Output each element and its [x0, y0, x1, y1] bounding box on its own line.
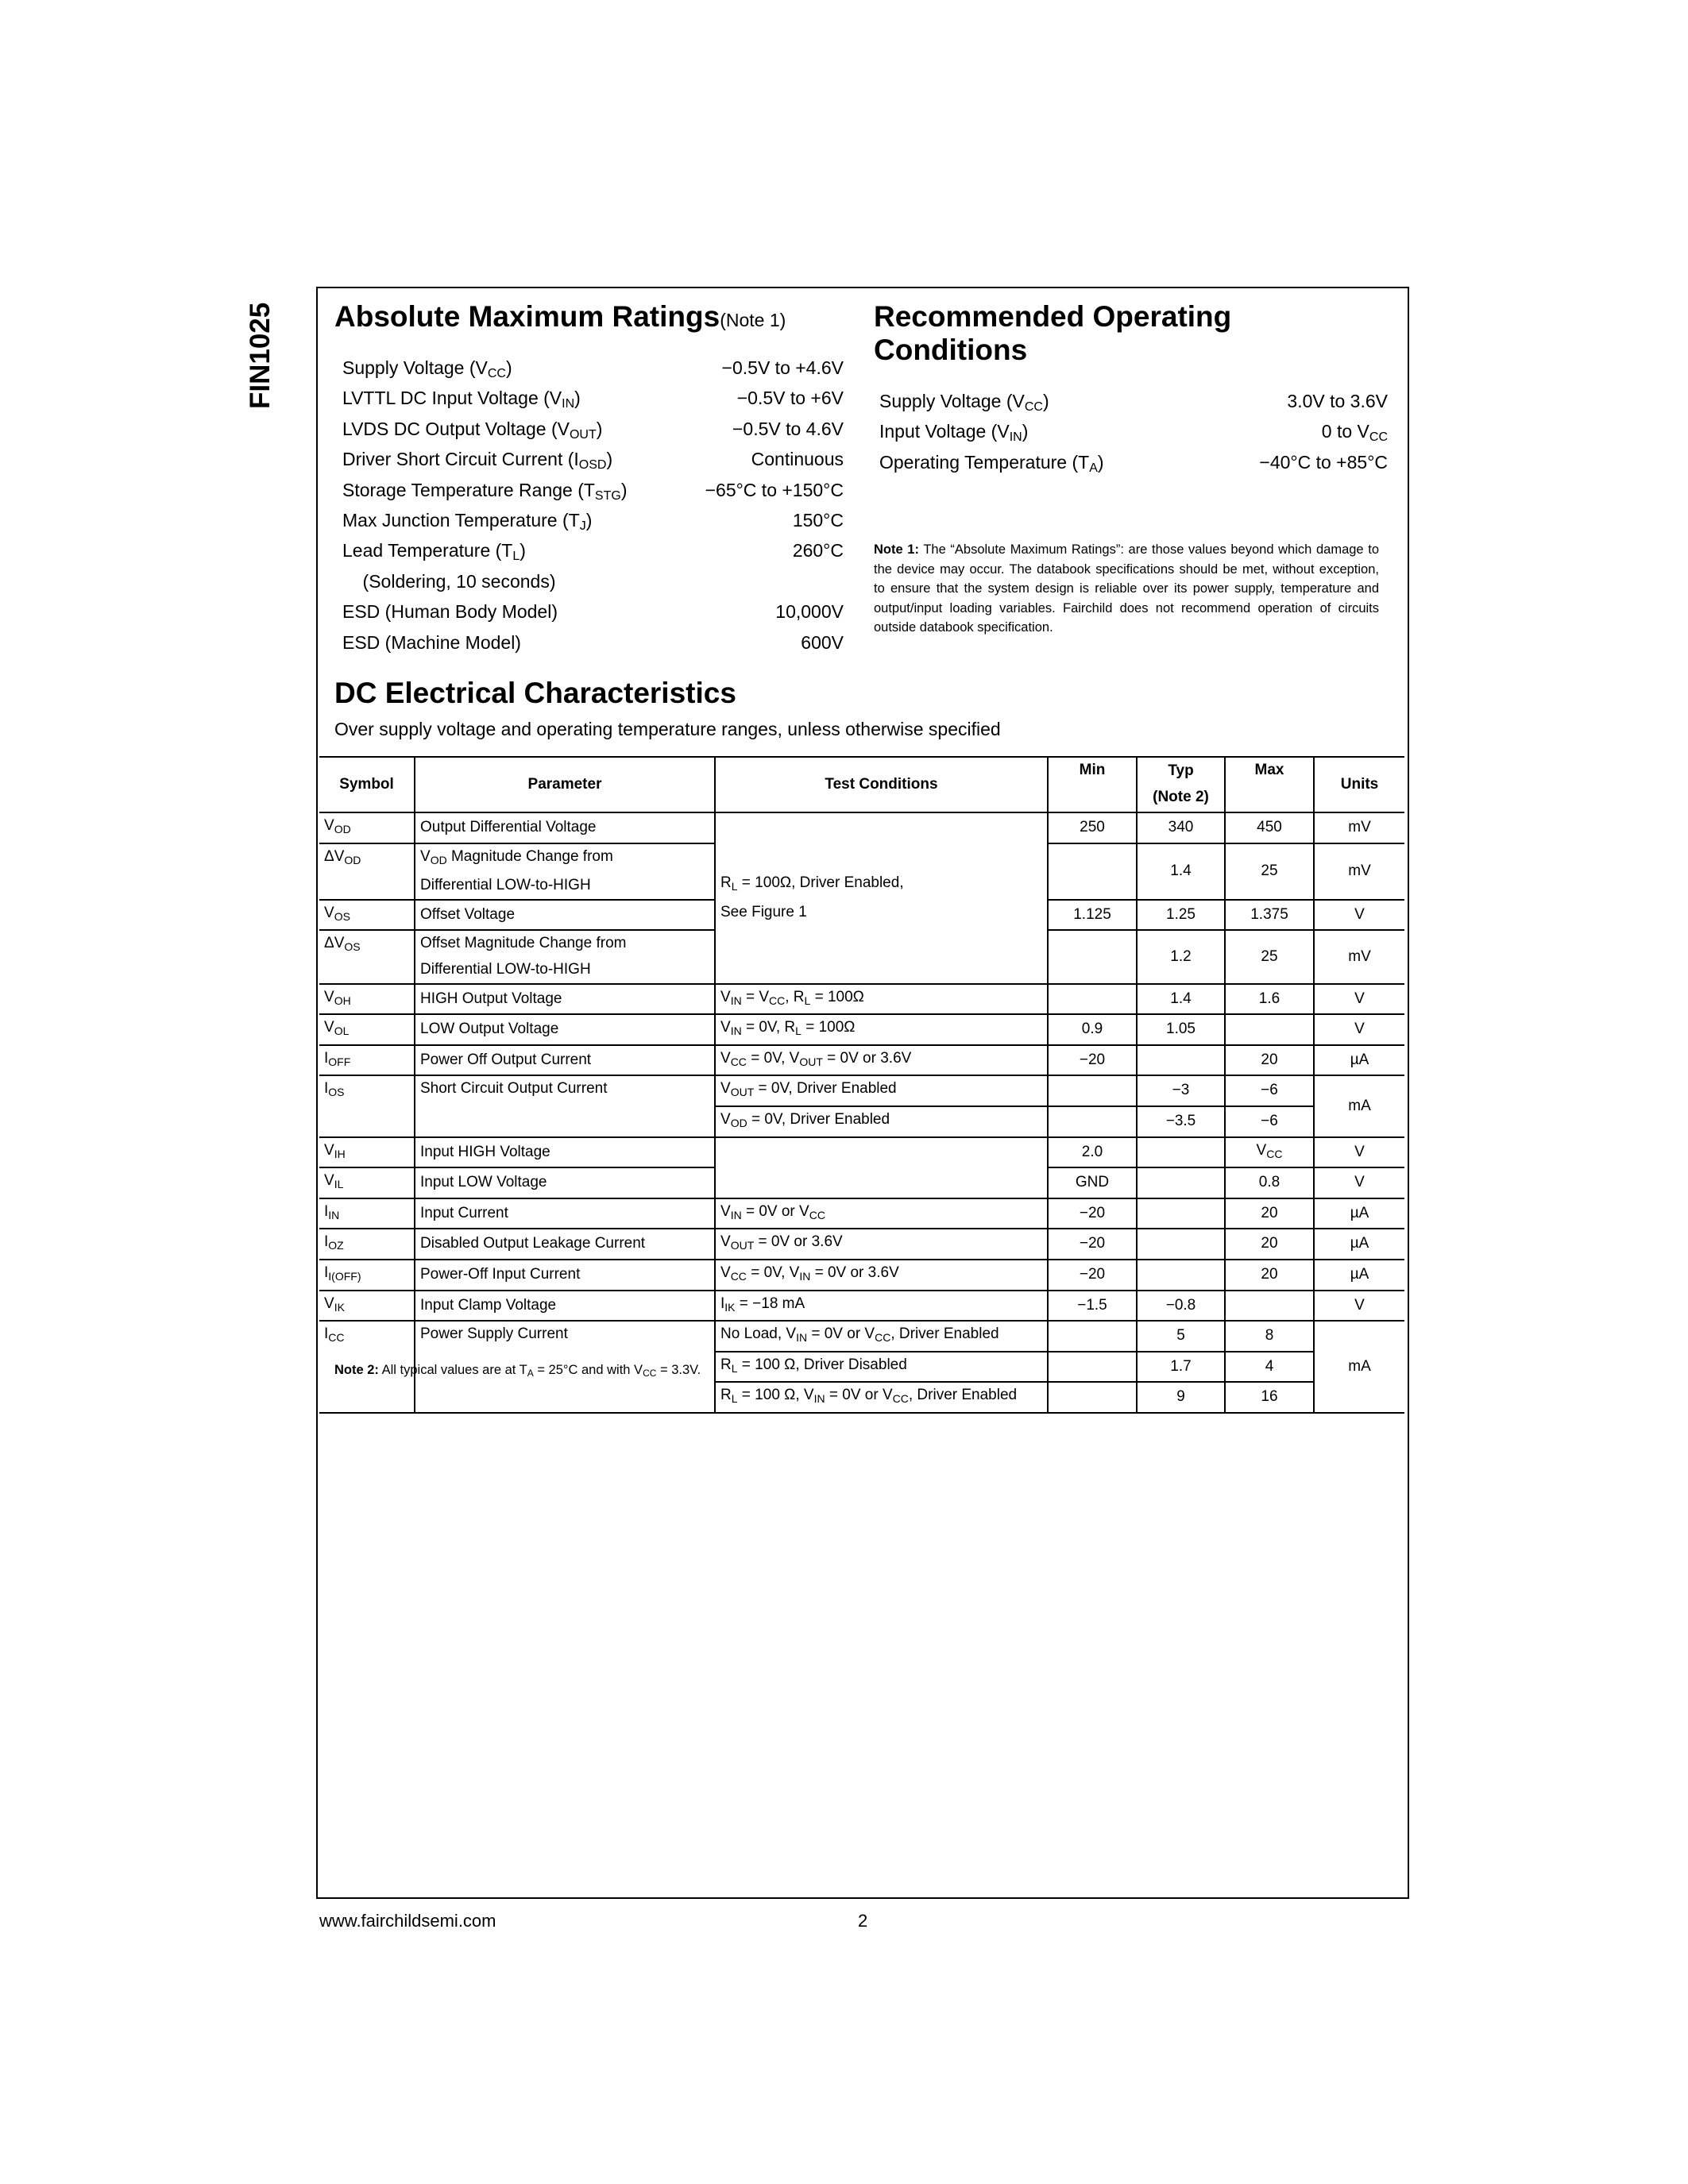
table-row [319, 984, 1404, 1015]
parameter-cell: Offset Magnitude Change from [415, 930, 715, 957]
amr-label: Lead Temperature $(T_L)$ [342, 540, 526, 564]
roc-row [879, 386, 1388, 416]
typ-cell: 1.05 [1137, 1014, 1225, 1045]
amr-label: Storage Temperature Range $(T_{STG})$ [342, 479, 628, 503]
max-cell: 1.375 [1225, 900, 1314, 931]
roc-value: 3.0V to 3.6V [1287, 391, 1388, 411]
min-cell: 0.9 [1048, 1014, 1137, 1045]
parameter-cell: HIGH Output Voltage [415, 984, 715, 1015]
max-cell: 20 [1225, 1198, 1314, 1229]
amr-value: Continuous [751, 449, 844, 470]
header-parameter: Parameter [415, 757, 715, 812]
roc-label: Supply Voltage $(V_{CC})$ [879, 391, 1049, 414]
test-cell-shared: $R_L = 100\Omega$, Driver Enabled, See Figure 1 [715, 812, 1048, 984]
units-cell: V [1314, 1167, 1404, 1198]
amr-row [342, 414, 844, 444]
parameter-cell: Input HIGH Voltage [415, 1137, 715, 1168]
amr-label: Max Junction Temperature $(T_J)$ [342, 509, 593, 533]
test-cell: $V_{IN} = 0V$, $R_L = 100\Omega$ [715, 1014, 1048, 1045]
roc-label: Input Voltage $(V_{IN})$ [879, 421, 1029, 445]
amr-row [342, 383, 844, 413]
max-cell: 4 [1225, 1352, 1314, 1383]
header-test: Test Conditions [715, 757, 1048, 812]
parameter-cell-line2: Differential LOW-to-HIGH [415, 873, 715, 900]
units-cell: mV [1314, 930, 1404, 983]
symbol-cell: $V_{OD}$ [319, 812, 415, 843]
units-cell: mA [1314, 1075, 1404, 1136]
parameter-cell: Power Supply Current [415, 1321, 715, 1413]
amr-heading: Absolute Maximum Ratings(Note 1) [334, 300, 786, 333]
min-cell: 250 [1048, 812, 1137, 843]
typ-cell: 340 [1137, 812, 1225, 843]
typ-cell [1137, 1167, 1225, 1198]
roc-value: −40°C to +85°C [1259, 451, 1388, 473]
typ-cell [1137, 1137, 1225, 1168]
min-cell [1048, 1321, 1137, 1352]
amr-value: 150°C [792, 509, 844, 531]
min-cell: −1.5 [1048, 1291, 1137, 1322]
page-number: 2 [858, 1911, 868, 1931]
dc-subtitle: Over supply voltage and operating temperature ranges, unless otherwise specified [334, 719, 1001, 739]
header-units: Units [1314, 757, 1404, 812]
parameter-cell: Input LOW Voltage [415, 1167, 715, 1198]
units-cell: µA [1314, 1260, 1404, 1291]
min-cell: 2.0 [1048, 1137, 1137, 1168]
amr-row [342, 444, 844, 474]
table-row [319, 1014, 1404, 1045]
parameter-cell: Power-Off Input Current [415, 1260, 715, 1291]
amr-label: LVDS DC Output Voltage $(V_{OUT})$ [342, 418, 603, 442]
symbol-cell: $V_{OH}$ [319, 984, 415, 1015]
max-cell: 0.8 [1225, 1167, 1314, 1198]
units-cell: µA [1314, 1229, 1404, 1260]
amr-list [342, 353, 844, 658]
max-cell: 450 [1225, 812, 1314, 843]
min-cell [1048, 930, 1137, 983]
amr-value: −0.5V to 4.6V [732, 418, 844, 439]
min-cell: −20 [1048, 1045, 1137, 1076]
symbol-cell: $I_{I(OFF)}$ [319, 1260, 415, 1291]
symbol-cell: $\Delta V_{OD}$ [319, 843, 415, 900]
max-cell: −6 [1225, 1075, 1314, 1106]
units-cell: V [1314, 984, 1404, 1015]
amr-label: Driver Short Circuit Current $(I_{OSD})$ [342, 449, 613, 473]
typ-cell: 9 [1137, 1382, 1225, 1413]
test-cell: $V_{OUT} = 0V$ or 3.6V [715, 1229, 1048, 1260]
header-symbol: Symbol [319, 757, 415, 812]
amr-row [342, 566, 844, 596]
symbol-cell: $I_{CC}$ [319, 1321, 415, 1413]
units-cell: mV [1314, 843, 1404, 900]
test-cell: $R_L = 100$ Ω, $V_{IN} = 0V$ or $V_{CC}$, Driver Enabled [715, 1382, 1048, 1413]
roc-label: Operating Temperature $(T_A)$ [879, 451, 1104, 475]
typ-cell [1137, 1045, 1225, 1076]
test-cell: No Load, $V_{IN} = 0V$ or $V_{CC}$, Driver Enabled [715, 1321, 1048, 1352]
header-min: Min [1048, 757, 1137, 812]
typ-cell: 5 [1137, 1321, 1225, 1352]
amr-label: ESD (Machine Model) [342, 631, 521, 653]
typ-cell: 1.25 [1137, 900, 1225, 931]
units-cell: V [1314, 900, 1404, 931]
min-cell [1048, 1382, 1137, 1413]
roc-row [879, 416, 1388, 446]
units-cell: V [1314, 1291, 1404, 1322]
amr-row [342, 627, 844, 658]
typ-cell [1137, 1198, 1225, 1229]
max-cell: 20 [1225, 1045, 1314, 1076]
dc-heading: DC Electrical Characteristics [334, 677, 736, 709]
symbol-cell: $I_{OFF}$ [319, 1045, 415, 1076]
min-cell [1048, 984, 1137, 1015]
footer-url[interactable]: www.fairchildsemi.com [319, 1911, 496, 1931]
table-row [319, 1045, 1404, 1076]
table-row [319, 1075, 1404, 1106]
roc-list [879, 386, 1388, 477]
symbol-cell: $V_{IK}$ [319, 1291, 415, 1322]
test-cell [715, 1137, 1048, 1198]
typ-cell: −3 [1137, 1075, 1225, 1106]
table-row [319, 1260, 1404, 1291]
symbol-cell: $I_{OZ}$ [319, 1229, 415, 1260]
parameter-cell: Short Circuit Output Current [415, 1075, 715, 1136]
table-row [319, 1291, 1404, 1322]
parameter-cell: Output Differential Voltage [415, 812, 715, 843]
amr-row [342, 505, 844, 535]
typ-cell: 1.7 [1137, 1352, 1225, 1383]
amr-value: 600V [801, 631, 844, 653]
parameter-cell: Disabled Output Leakage Current [415, 1229, 715, 1260]
typ-cell: 1.4 [1137, 984, 1225, 1015]
typ-cell: −3.5 [1137, 1106, 1225, 1137]
header-typ: Typ (Note 2) [1137, 757, 1225, 812]
test-cell: $V_{OUT} = 0V$, Driver Enabled [715, 1075, 1048, 1106]
roc-heading: Recommended Operating Conditions [874, 300, 1232, 366]
units-cell: µA [1314, 1198, 1404, 1229]
min-cell [1048, 1106, 1137, 1137]
amr-row [342, 475, 844, 505]
amr-label: (Soldering, 10 seconds) [342, 570, 556, 592]
note-2: Note 2: All typical values are at $T_A = 25^\circ C$ and with $V_{CC} = 3.3V$. [334, 1363, 701, 1379]
units-cell: V [1314, 1137, 1404, 1168]
amr-value: 10,000V [775, 601, 844, 623]
test-cell: $V_{IN} = V_{CC}$, $R_L = 100\Omega$ [715, 984, 1048, 1015]
typ-cell: 1.4 [1137, 843, 1225, 900]
typ-cell [1137, 1260, 1225, 1291]
test-cell: $I_{IK} = -18$ mA [715, 1291, 1048, 1322]
symbol-cell: $I_{OS}$ [319, 1075, 415, 1136]
note-1: Note 1: The “Absolute Maximum Ratings”: are those values beyond which damage to the device may occur. The databook specifications should be met, without exception, to ensure that the system design is reliable over its power supply, temperature and output/input loading variables. Fairchild does not recommend operation of circuits outside databook specification. [874, 542, 1379, 635]
max-cell: 20 [1225, 1260, 1314, 1291]
header-max: Max [1225, 757, 1314, 812]
amr-value: 260°C [792, 540, 844, 561]
symbol-cell: $V_{IH}$ [319, 1137, 415, 1168]
roc-value: 0 to $V_{CC}$ [1321, 421, 1388, 445]
min-cell: GND [1048, 1167, 1137, 1198]
symbol-cell: $V_{IL}$ [319, 1167, 415, 1198]
parameter-cell: $V_{OD}$ Magnitude Change from [415, 843, 715, 874]
max-cell: $V_{CC}$ [1225, 1137, 1314, 1168]
table-row [319, 1137, 1404, 1168]
max-cell: 16 [1225, 1382, 1314, 1413]
parameter-cell-line2: Differential LOW-to-HIGH [415, 957, 715, 984]
max-cell [1225, 1291, 1314, 1322]
typ-cell: −0.8 [1137, 1291, 1225, 1322]
amr-label: ESD (Human Body Model) [342, 601, 558, 623]
max-cell: −6 [1225, 1106, 1314, 1137]
min-cell [1048, 843, 1137, 900]
max-cell: 25 [1225, 843, 1314, 900]
symbol-cell: $V_{OL}$ [319, 1014, 415, 1045]
amr-row [342, 596, 844, 627]
amr-row [342, 353, 844, 383]
amr-row [342, 535, 844, 565]
min-cell: −20 [1048, 1229, 1137, 1260]
min-cell: 1.125 [1048, 900, 1137, 931]
max-cell [1225, 1014, 1314, 1045]
units-cell: mA [1314, 1321, 1404, 1413]
table-row [319, 1321, 1404, 1352]
roc-row [879, 447, 1388, 477]
typ-cell: 1.2 [1137, 930, 1225, 983]
amr-label: LVTTL DC Input Voltage $(V_{IN})$ [342, 388, 581, 411]
min-cell [1048, 1352, 1137, 1383]
table-header-row [319, 757, 1404, 812]
parameter-cell: LOW Output Voltage [415, 1014, 715, 1045]
parameter-cell: Offset Voltage [415, 900, 715, 931]
table-row [319, 812, 1404, 843]
min-cell: −20 [1048, 1260, 1137, 1291]
amr-label: Supply Voltage $(V_{CC})$ [342, 357, 512, 380]
parameter-cell: Input Clamp Voltage [415, 1291, 715, 1322]
min-cell [1048, 1075, 1137, 1106]
symbol-cell: $\Delta V_{OS}$ [319, 930, 415, 983]
max-cell: 8 [1225, 1321, 1314, 1352]
test-cell: $V_{CC} = 0V$, $V_{OUT} = 0V$ or 3.6V [715, 1045, 1048, 1076]
parameter-cell: Input Current [415, 1198, 715, 1229]
test-cell: $R_L = 100$ Ω, Driver Disabled [715, 1352, 1048, 1383]
typ-cell [1137, 1229, 1225, 1260]
max-cell: 20 [1225, 1229, 1314, 1260]
units-cell: V [1314, 1014, 1404, 1045]
table-row [319, 1229, 1404, 1260]
test-cell: $V_{CC} = 0V$, $V_{IN} = 0V$ or 3.6V [715, 1260, 1048, 1291]
parameter-cell: Power Off Output Current [415, 1045, 715, 1076]
symbol-cell: $V_{OS}$ [319, 900, 415, 931]
table-row [319, 1198, 1404, 1229]
dc-table [319, 756, 1404, 1414]
amr-value: −0.5V to +4.6V [721, 357, 844, 378]
amr-value: −65°C to +150°C [705, 479, 844, 500]
amr-value: −0.5V to +6V [736, 388, 844, 409]
symbol-cell: $I_{IN}$ [319, 1198, 415, 1229]
min-cell: −20 [1048, 1198, 1137, 1229]
max-cell: 25 [1225, 930, 1314, 983]
test-cell: $V_{OD} = 0V$, Driver Enabled [715, 1106, 1048, 1137]
max-cell: 1.6 [1225, 984, 1314, 1015]
units-cell: mV [1314, 812, 1404, 843]
units-cell: µA [1314, 1045, 1404, 1076]
test-cell: $V_{IN} = 0V$ or $V_{CC}$ [715, 1198, 1048, 1229]
